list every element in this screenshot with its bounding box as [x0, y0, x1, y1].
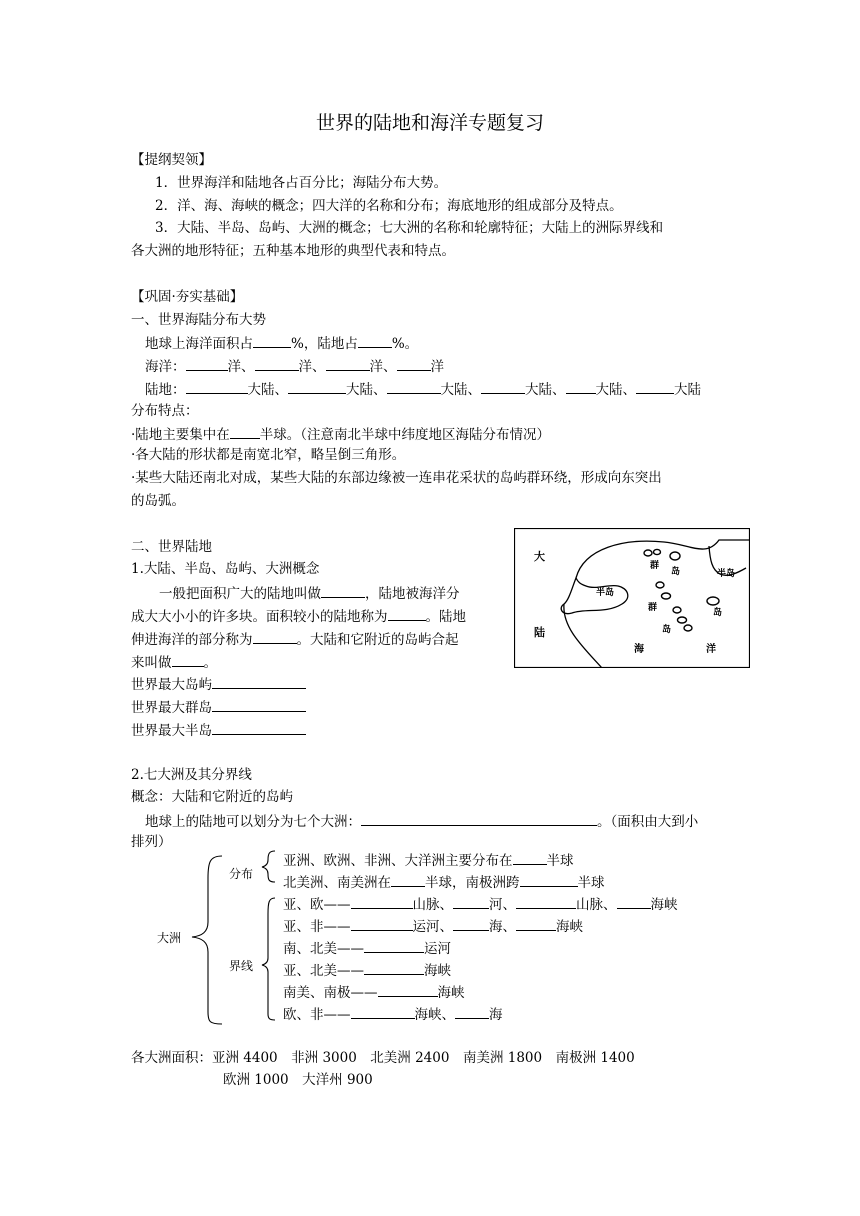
section1-title: 一、世界海陆分布大势: [131, 312, 266, 328]
border-blank-6[interactable]: [453, 916, 489, 931]
border-line-5: 南美、南极—— 海峡: [283, 982, 465, 1002]
map-label-dao-2: 岛: [713, 607, 723, 617]
map-label-dao-3: 岛: [662, 624, 672, 634]
concept-line-3: 伸进海洋的部分称为 。大陆和它附近的岛屿合起: [131, 629, 459, 649]
continent-areas-line-1: 各大洲面积：亚洲 4400 非洲 3000 北美洲 2400 南美洲 1800 南极洲 1400: [131, 1050, 635, 1066]
border-blank-5[interactable]: [351, 916, 413, 931]
ocean-land-ratio-line: 地球上海洋面积占 %，陆地占 %。: [145, 333, 418, 353]
largest-peninsula-blank[interactable]: [212, 720, 306, 735]
distribution-label: 分布特点：: [131, 403, 199, 419]
border-blank-10[interactable]: [378, 982, 438, 997]
land-percent-blank[interactable]: [358, 333, 392, 348]
section2-title: 二、世界陆地: [131, 539, 212, 555]
bullet-3: ·某些大陆还南北对成，某些大陆的东部边缘被一连串花采状的岛屿群环绕，形成向东突出: [131, 470, 662, 486]
border-blank-11[interactable]: [351, 1004, 415, 1019]
largest-archipelago-line: 世界最大群岛: [131, 697, 306, 717]
land-blank-4[interactable]: [481, 379, 525, 394]
land-blank-2[interactable]: [288, 379, 346, 394]
map-label-da: 大: [534, 551, 545, 563]
bullet-3-cont: 的岛弧。: [131, 493, 185, 509]
border-line-1: 亚、欧—— 山脉、 河、 山脉、 海峡: [283, 894, 678, 914]
distribution-line-1: 亚洲、欧洲、非洲、大洋洲主要分布在 半球: [283, 850, 574, 870]
border-blank-12[interactable]: [455, 1004, 489, 1019]
border-blank-3[interactable]: [516, 894, 576, 909]
land-concept-map: [514, 528, 750, 668]
outline-item-1: 1．世界海洋和陆地各占百分比；海陆分布大势。: [155, 175, 448, 191]
ocean-blank-1[interactable]: [186, 356, 228, 371]
seven-continents-line-cont: 排列）: [131, 834, 172, 850]
border-blank-4[interactable]: [617, 894, 651, 909]
border-line-4: 亚、北美—— 海峡: [283, 960, 451, 980]
outline-item-2: 2．洋、海、海峡的概念；四大洋的名称和分布；海底地形的组成部分及特点。: [155, 198, 623, 214]
land-blank-6[interactable]: [636, 379, 674, 394]
map-label-hai: 海: [634, 644, 644, 655]
border-blank-2[interactable]: [453, 894, 489, 909]
bullet-1: ·陆地主要集中在 半球。（注意南北半球中纬度地区海陆分布情况）: [131, 424, 550, 444]
outline-item-3-cont: 各大洲的地形特征；五种基本地形的典型代表和特点。: [131, 243, 455, 259]
peninsula-blank[interactable]: [253, 629, 297, 644]
border-brace: [262, 898, 275, 1020]
concept-line-1: 一般把面积广大的陆地叫做 ，陆地被海洋分: [159, 583, 460, 603]
ocean-blank-2[interactable]: [255, 356, 299, 371]
page-title: 世界的陆地和海洋专题复习: [315, 112, 544, 134]
distribution-branch-label: 分布: [229, 867, 254, 881]
subsection-2-title: 2.七大洲及其分界线: [131, 767, 252, 783]
largest-island-line: 世界最大岛屿: [131, 674, 306, 694]
bullet-2: ·各大陆的形状都是南宽北窄，略呈倒三角形。: [131, 447, 406, 463]
border-line-6: 欧、非—— 海峡、 海: [283, 1004, 503, 1024]
island-blank[interactable]: [388, 606, 426, 621]
distribution-line-2: 北美洲、南美洲在 半球，南极洲跨 半球: [283, 872, 605, 892]
dist-blank-1[interactable]: [513, 850, 547, 865]
seven-continents-blank[interactable]: [361, 811, 597, 826]
map-label-dao-1: 岛: [671, 566, 681, 576]
continent-blank[interactable]: [321, 583, 365, 598]
border-line-2: 亚、非—— 运河、 海、 海峡: [283, 916, 583, 936]
border-blank-9[interactable]: [364, 960, 424, 975]
ocean-names-line: 海洋： 洋、 洋、 洋、 洋: [145, 356, 444, 376]
hemisphere-blank[interactable]: [230, 424, 260, 439]
map-label-lu: 陆: [534, 627, 545, 639]
border-blank-1[interactable]: [351, 894, 413, 909]
concept-line-2: 成大大小小的许多块。面积较小的陆地称为 。陆地: [131, 606, 466, 626]
land-names-line: 陆地： 大陆、 大陆、 大陆、 大陆、 大陆、 大陆: [145, 379, 701, 399]
subsection-1-title: 1.大陆、半岛、岛屿、大洲概念: [131, 561, 320, 577]
largest-archipelago-blank[interactable]: [212, 697, 306, 712]
border-line-3: 南、北美—— 运河: [283, 938, 451, 958]
map-label-qun: 群: [650, 560, 660, 570]
concept-definition: 概念：大陆和它附近的岛屿: [131, 789, 293, 805]
map-label-qun-2: 群: [648, 602, 658, 612]
dist-blank-3[interactable]: [520, 872, 578, 887]
seven-continents-line: 地球上的陆地可以划分为七个大洲： 。（面积由大到小: [145, 811, 698, 831]
border-blank-8[interactable]: [364, 938, 424, 953]
outline-heading: 【提纲契领】: [131, 152, 212, 168]
land-blank-5[interactable]: [566, 379, 596, 394]
dist-blank-2[interactable]: [391, 872, 425, 887]
continent-region-blank[interactable]: [172, 652, 204, 667]
distribution-brace: [262, 851, 275, 882]
land-blank-3[interactable]: [387, 379, 441, 394]
largest-island-blank[interactable]: [212, 674, 306, 689]
main-brace: [192, 856, 222, 1024]
continent-root-label: 大洲: [157, 931, 182, 945]
consolidate-heading: 【巩固·夯实基础】: [131, 289, 244, 305]
ocean-percent-blank[interactable]: [253, 333, 291, 348]
border-blank-7[interactable]: [516, 916, 556, 931]
continent-areas-line-2: 欧洲 1000 大洋州 900: [223, 1072, 373, 1088]
map-label-peninsula-right: 半岛: [717, 568, 736, 578]
ocean-blank-3[interactable]: [326, 356, 370, 371]
land-blank-1[interactable]: [186, 379, 248, 394]
border-branch-label: 界线: [229, 959, 254, 973]
ocean-blank-4[interactable]: [397, 356, 431, 371]
concept-line-4: 来叫做 。: [131, 652, 217, 672]
map-label-yang: 洋: [706, 644, 716, 655]
largest-peninsula-line: 世界最大半岛: [131, 720, 306, 740]
outline-item-3: 3．大陆、半岛、岛屿、大洲的概念；七大洲的名称和轮廓特征；大陆上的洲际界线和: [155, 220, 664, 236]
map-label-peninsula-left: 半岛: [596, 587, 615, 597]
